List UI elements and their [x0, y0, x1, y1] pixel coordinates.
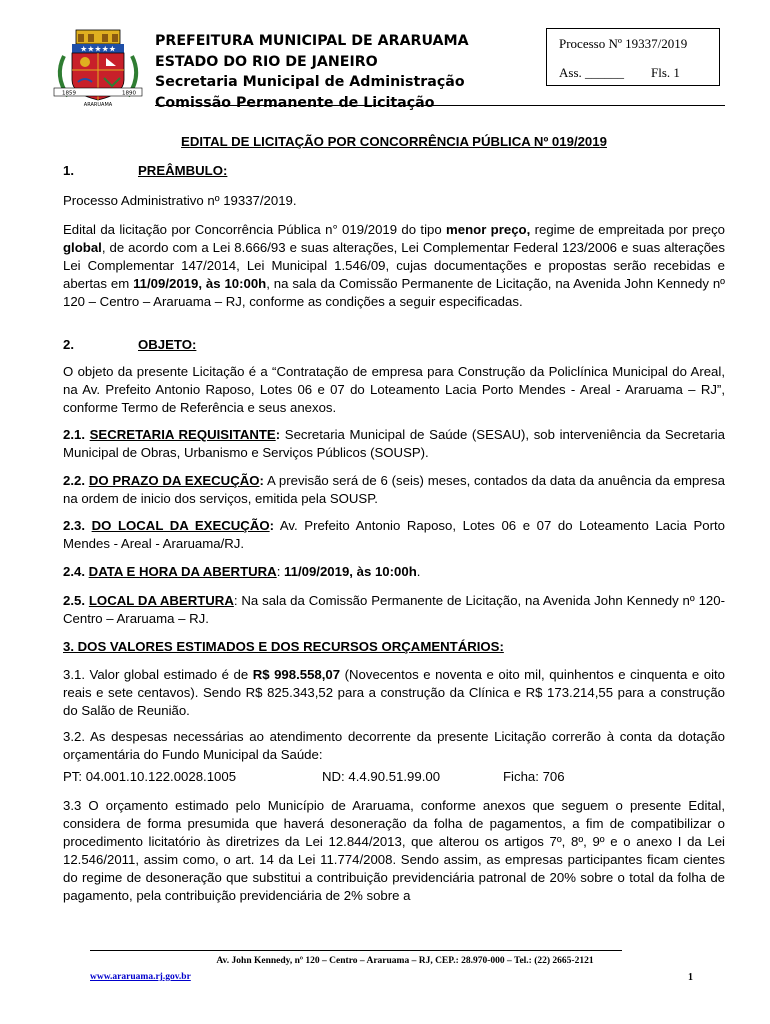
section-1-heading: PREÂMBULO:: [138, 163, 228, 178]
clause-3-3: 3.3 O orçamento estimado pelo Município de Araruama, conforme anexos que seguem o presente Edital, considera de forma presumida que haverá desoneração da folha de pagamentos, a fim de compatibilizar o procedimento licitatório às diretrizes da Lei 12.844/2013, que alterou os artigos 7º, 8º, 9º e o anexo I da Lei 12.546/2011, assim como, o art. 14 da Lei 11.774/2008. Sendo assim, as empresas participantes ficam cientes do regime de desoneração que substitui a contribuição previdenciária patronal de 20% sobre o total da folha de pagamento, pela contribuição previdenciária de 2% sobre a: [63, 798, 725, 903]
footer-divider: [90, 950, 622, 951]
process-stamp-box: [546, 28, 720, 86]
budget-program-code: PT: 04.001.10.122.0028.1005: [63, 769, 237, 784]
letterhead-line-municipality: PREFEITURA MUNICIPAL DE ARARUAMA: [155, 33, 469, 49]
clause-2-5: 2.5. LOCAL DA ABERTURA: Na sala da Comissão Permanente de Licitação, na Avenida John Kennedy nº 120- Centro – Araruama – RJ.: [63, 593, 725, 626]
clause-2-3: 2.3. DO LOCAL DA EXECUÇÃO: Av. Prefeito Antonio Raposo, Lotes 06 e 07 do Loteamento Lacia Porto Mendes - Areal - Araruama/RJ.: [63, 518, 725, 551]
crest-year-left: 1859: [62, 90, 76, 97]
clause-3-1: 3.1. Valor global estimado é de R$ 998.558,07 (Novecentos e noventa e oito mil, quinhentos e cinquenta e oito reais e sete centavos). Sendo R$ 825.343,52 para a construção da Clínica e R$ 173.214,55 para a construção do Salão de Reunião.: [63, 667, 726, 718]
letterhead: [155, 31, 535, 113]
section-2-number: 2.: [63, 337, 74, 352]
svg-text:★★★★★: ★★★★★: [80, 44, 116, 54]
footer-address: Av. John Kennedy, nº 120 – Centro – Araruama – RJ, CEP.: 28.970-000 – Tel.: (22) 2665-2121: [216, 956, 594, 966]
preamble-edict-paragraph: Edital da licitação por Concorrência Pública n° 019/2019 do tipo menor preço, regime de empreitada por preço global, de acordo com a Lei 8.666/93 e suas alterações, Lei Complementar Federal 123/2006 e suas alterações Lei Complementar 147/2014, Lei Municipal 1.546/09, cujas documentações e propostas serão recebidas e abertas em 11/09/2019, às 10:00h, na sala da Comissão Permanente de Licitação, na Avenida John Kennedy nº 120 – Centro – Araruama – RJ, conforme as condições a seguir especificadas.: [63, 222, 726, 309]
letterhead-line-state: ESTADO DO RIO DE JANEIRO: [155, 53, 378, 70]
section-2-heading: OBJETO:: [138, 337, 197, 352]
clause-2-1: 2.1. SECRETARIA REQUISITANTE: Secretaria Municipal de Saúde (SESAU), sob interveniência da Secretaria Municipal de Obras, Urbanismo e Serviços Públicos (SOUSP).: [63, 427, 725, 460]
crest-name: ARARUAMA: [83, 102, 113, 108]
municipal-crest-icon: [50, 26, 146, 110]
letterhead-line-secretariat: Secretaria Municipal de Administração: [155, 74, 465, 90]
preamble-process-paragraph: Processo Administrativo nº 19337/2019.: [63, 193, 297, 208]
sheet-number: Fls. 1: [651, 65, 680, 80]
letterhead-line-commission: Comissão Permanente de Licitação: [155, 94, 435, 111]
signature-field: Ass. ______: [559, 65, 625, 80]
budget-nature-code: ND: 4.4.90.51.99.00: [322, 769, 441, 784]
process-number: Processo Nº 19337/2019: [559, 36, 688, 51]
page-number: 1: [688, 972, 693, 983]
header-divider: [155, 105, 725, 106]
clause-2-4: 2.4. DATA E HORA DA ABERTURA: 11/09/2019, às 10:00h.: [63, 564, 421, 579]
footer-website-link[interactable]: www.araruama.rj.gov.br: [90, 972, 191, 982]
clause-3-2: 3.2. As despesas necessárias ao atendimento decorrente da presente Licitação correrão à conta da dotação orçamentária do Fundo Municipal da Saúde:: [63, 729, 725, 762]
crest-year-right: 1890: [122, 90, 136, 97]
section-3-heading: 3. DOS VALORES ESTIMADOS E DOS RECURSOS ORÇAMENTÁRIOS:: [63, 639, 504, 654]
budget-ficha: Ficha: 706: [503, 769, 565, 784]
document-title: EDITAL DE LICITAÇÃO POR CONCORRÊNCIA PÚBLICA Nº 019/2019: [181, 134, 607, 149]
object-paragraph: O objeto da presente Licitação é a “Contratação de empresa para Construção da Policlínica Municipal do Areal, na Av. Prefeito Antonio Raposo, Lotes 06 e 07 do Loteamento Lacia Porto Mendes - Areal - Araruama – RJ”, conforme Termo de Referência e seus anexos.: [63, 364, 725, 415]
clause-2-2: 2.2. DO PRAZO DA EXECUÇÃO: A previsão será de 6 (seis) meses, contados da data da anuência da empresa na ordem de inicio dos serviços, emitida pela SOUSP.: [63, 473, 725, 506]
section-1-number: 1.: [63, 163, 74, 178]
